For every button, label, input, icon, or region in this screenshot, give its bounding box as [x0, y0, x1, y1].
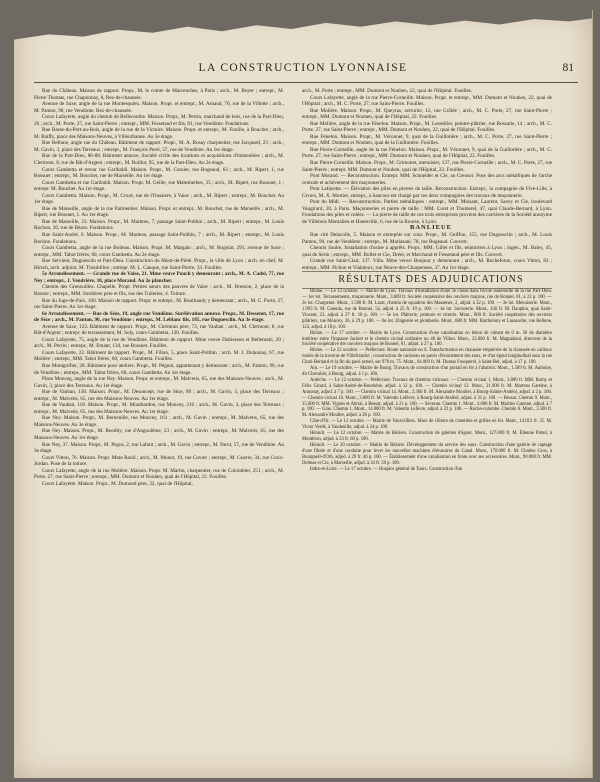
entry: Pont du Midi. — Reconstruction. Parties métalliques : entrepr., MM. Moisant, Laurent, Savey et Cie, boulevard Vaugirard, 20, à Paris. Maçonneries et pierre de taille : MM. Curet et Thumerel, 47, quai Claude-Bernard, à Lyon. Fondations des piles et culées. — La pierre de taille de ces trois entreprises provient des carrières de la Société anonyme de Villebois Montalieu et Hauteville, 6, rue de la Bourse, à Lyon. — [302, 199, 552, 225]
adjudication-entry: Côte-d'Or. — Le 12 octobre. — Mairie de Vauxvilliers. Murs de clôture de cimetière et grilles en fer. Mont., 14.012 fr. 35. M. Victor Verdé, à Vaudenille, adjud. à 24 p. 100. — [302, 419, 552, 431]
header-rule — [34, 82, 578, 83]
right-column — [302, 88, 552, 770]
entry: Rue Montgolfier, 28. Bâtiment pour ateliers. Propr., M. Pégout, appartenant y demeurant ; arch., M. Panton, 90, rue de Vendôme ; entrepr., MM. Tabot frères, 60, cours Gambetta. Au 1er étage. — [34, 362, 284, 376]
entry: Rue du Juge-de-Paix, 100. Maison de rapport. Propr. et entrepr., M. Bourbaudy y demeurant ; arch., M. C. Porte, 27, rue Saint-Pierre. Au 1er étage. — [34, 297, 284, 311]
entry: Cours Gambetta et retour rue Garibaldi. Maison. Propr., M. Cussier, rue Bugeaud, 63 ; arch., M. Ripert, 1, rue Bossuet ; entrepr., M. Bouchet, rue de Marseille. Au 1er étage. — [34, 166, 284, 180]
left-column — [34, 88, 284, 770]
adjudication-entry: Rhône. — Le 17 octobre. — Mairie de Lyon. Construction d'une canalisation en béton de ciment de 0 m. 50 de diamètre intérieur entre l'impasse Jacinet et le chemin vicinal ordinaire no 48 de Villon. Mont., 23.000 fr. M. Magnaboni, directeur de la Société coopérative des ouvriers maçons de Bonnel, 81, adjud. à 27 p. 100. — [302, 330, 552, 348]
entry: Rue cité Delacolle, 5. Maison et entrepôts sur cour. Propr., M. Geiffon, 155, rue Duguesclin ; arch., M. Louis Panton, 90, rue de Vendôme ; entrepr., M. Mariasani, 78, rue Bugeaud. Couvert. — [302, 232, 552, 245]
entry: Chemin Saulte, Installation d'usine à apprêts. Propr., MM. Gillet et fils, teinturiers à Lyon ; ingén., M. Baley, 45, quai de Serin ; entrepr., MM. Bollet et Cie, Dréel, et Marchand et Fessetaud père et fils. Couvert. — [302, 245, 552, 258]
entry: Rue de Vauban, 130. Maison. Propr., M. Desoncept, rue de Sèze, 89 ; arch., M. Gavin, 3, place des Terreaux ; entrepr., M. Malvetis, 65, rue des Maisons-Neuves. Au 1er étage. — [34, 389, 284, 402]
adjudication-entry: Indre-et-Loire. — Le 17 octobre. — Hospice général de Tours. Construction d'un — [310, 466, 463, 472]
entry: Rue de Marseille, 23. Maison. Propr., M. Martenu, 7, passage Saint-Polthin ; arch., M. Ripert ; entrepr., M. Louis Rochon, 20, rue de Béarn. Fondations. — [34, 218, 284, 232]
entry: Grande rue Saint-Clair, 137. Villa. Mme veuve Bonjour y demeurant ; arch., M. Rochefoton, cours Vitton, 83 ; entrepr., MM. Pichon et Vialatoux, rue Neuve-des-Charpennes, 37. Au 1er étage. — [302, 258, 552, 271]
entry: Cours Gambetta et rue Garibaldi. Maison. Propr. M. Geille, rue Malesherbes, 35 ; arch., M. Ripert, rue Bossuet, 1 ; entrepr. M. Bouchet. Au 1er étage. — [34, 179, 284, 193]
entry: Cours Lafayette. Maison. Propr., M. Dumond père, 22, quai de l'Hôpital, — [42, 480, 193, 487]
publication-title: LA CONSTRUCTION LYONNAISE — [198, 62, 408, 74]
arrondissement-entry: 5e Arrondissement. — Grande rue de Vaise, 21. Mme veuve Pouch y demeurant ; arch., M. A. Cadel, 77, rue Ney ; entrepr., J. Vendrière, 10, place Morand. Au 2e plancher. — [34, 271, 284, 284]
adjudication-entry: Rhône. — Le 22 octobre. — Préfecture. Route nationale no 6. Transformation en chaussée empierrée de la chaussée en cailloux roulés de la traverse de Villefranche ; construction de caniveau en pavés d'écoulement des eaux, et d'un égout longitudinal sous la rue Chari-Bernard et la fin du pavé actuel, sur 970 m. 75. Mont., 64.069 fr. M. Dumas Fouquerel, à Saint-Bel, adjud. à 17 p. 100. — [302, 348, 552, 366]
adjudication-entry: Hérault. — Le 20 octobre. — Mairie de Béziers. Développement du service des eaux. Construction d'une galerie de captage d'une filtrée et d'une conduite pour lever les nouvelles machines élévatoires du Canal. Mont., 170.000 fr. M. Charles Gros, à Bourgueil-d'Orb, adjud. à 29 fr. 40 p. 100. — Établissement d'une canalisation en fonte avec ses accessoires. Mont., 90.000 fr. MM. Delmas et Cie, à Marseille, adjud. à 34 fr. 50 p. 100. — [302, 442, 552, 466]
arrondissement-entry: 6e Arrondissement. — Rue de Sèze, 19, angle rue Vendôme. Surélévation annexe. Propr., M. Dessenet, 17, rue de Sèze ; arch., M. Panton, 90, rue Vendôme ; entrepr., M. Leblanc fils, 185, rue Duguesclin. Au 3e étage. — [34, 310, 284, 324]
entry: Rue Ney. Maison. Propr., M. Berneuille, rue Moncey, 161 ; arch., M. Gavin ; entrepr., M. Malvetis, 65, rue des Maisons-Neuves. Au 3e étage. — [34, 415, 284, 428]
entry: Rue Bellune, angle rue du Château. Bâtiment de rapport. Propr., M. A. Rosay charpentier, rue Jacquard, 23 ; arch., M. Gavin, 3, place des Terreaux ; entrepr., M. François Perel, 57, rue de Vendôme. Au 1er étage. — [34, 140, 284, 153]
newspaper-page — [14, 10, 593, 778]
entry: Rue de la Part-Dieu, 86-88. Bâtiment annexe, Société civile des locations et acquisitions d'immeubles ; arch., M. Clermont, 8, rue de Bât-d'Argent ; entrepr., M. Boillot, 95, rue de la Part-Dieu. Au 2e étage. — [34, 153, 284, 167]
adjudication-entry: Ain. — Le 19 octobre. — Mairie de Bourg. Travaux de construction d'un portail en fer à l'abattoir. Mont., 1.589 fr. M. Auboine, dit Chevalier, à Bourg, adjud. à 1 p. 100. — [302, 366, 552, 377]
entry: Rue Servient, Duguesclin et Part-Dieu. Construction du Mont-de-Piété. Propr., la ville de Lyon ; arch. en chef, M. Hirsch, arch. adjoint, M. Thoubillon ; entrepr. M. L. Canque, rue Saint-Pierre, 33. Fouilles. — [34, 258, 284, 271]
entry: Rue Saint-André, 6. Maison. Propr., M. Marteau, passage Saint-Polthin, 7 ; arch., M. Ripert ; entrepr., M. Louis Rochon. Fondations. — [34, 232, 284, 245]
section-heading-adjudications: RÉSULTATS DES ADJUDICATIONS — [302, 271, 552, 289]
entry: Rue de Marseille, angle de la rue Parmentier. Maison. Propr. et entrepr., M. Bouchet, rue de Marseille ; arch., M. Ripert, rue Bossuet, 1. Au 1er étage. — [34, 205, 284, 219]
entry: Cours Vitton, 76. Maison. Propr. Mme Rouil ; arch., M. Monot, 19, rue Cuvier ; entrepr., M. Guerre, 34, rue Croix-Jordan. Pose de la toiture. — [34, 454, 284, 468]
entry: Rue du Château. Maison de rapport. Propr., M. le comte de Marcenches, à Paris ; arch., M. Boyer ; entrepr., M. Pierre Thomas, rue Chaponnay, 8, Rez-de-chaussée. — [34, 88, 284, 101]
entry: Cours Lafayette, 75, angle de la rue de Vendôme. Bâtiment de rapport. Mme veuve Dubiesson et Bellemain, 20 ; arch., M. Perrin ; entrepr., M. Emant, 134, rue Bossuet. Fouilles. — [34, 336, 284, 350]
running-header — [14, 62, 592, 80]
entry: Pont Morand. — Reconstruction. Entrepr. MM. Schneider et Cie, au Creusot. Pose des arcs métalliques de l'arche centrale et achèvement des maçonneries. — [302, 173, 552, 186]
entry: Rue Pierre-Corneille, angle de la rue Fénelon. Maison. Propr., M. Véronnet, 9, quai de la Guillotière ; arch., M. C. Porte, 27, rue Saint-Pierre ; entrepr., MM. Dumont et Nouhen, quai de l'Hôpital, 22. Fouilles. — [302, 146, 552, 160]
entry: Place Monceg, angle de la rue Ney. Maison. Propr. et entrepr., M. Malvetis, 65, rue des Maisons-Neuves ; arch., M. Gavin, 3, place des Terreaux. Au 1er étage. — [34, 376, 284, 389]
page-number: 81 — [562, 62, 574, 74]
entry: Rue de Vauban, 118. Maison. Propr., M. Moutbardon, rue Moncey, 216 ; arch., M. Gavin, 3, place des Terreaux ; entrepr., M. Malvetis, 65, rue des Maisons-Neuves. Au 1er étage. — [34, 402, 284, 415]
entry: Rue Pierre-Corneille. Maison. Propr., M. Grimonet, menuisier, 137, rue Pierre-Corneille ; arch., M. C. Porte, 27, rue Saint-Pierre ; entrepr. MM. Dumont et Nouhen, quai de l'Hôpital, 22. Fouilles. — [302, 160, 552, 173]
entry: Cours Gambetta, angle de la rue Boileau. Maison. Propr. M. Margain ; arch., M. Rogniat, 291, avenue de Saxe ; entrepr., MM. Tabot frères, 60, cours Gambetta. Au 2e étage. — [34, 245, 284, 258]
entry: Chemin des Grenouilles. Chapelle. Propr. Petites sœurs des pauvres de Vaise ; arch., M. Bresson, 2, place de la Bourse ; entrepr., MM. Sordières père et fils, rue des Tuileries, 4. Toiture. — [34, 284, 284, 297]
adjudication-entry: Rhône. — Le 12 octobre. — Mairie de Lyon. Travaux d'installation d'une 3e classe dans l'école maternelle de la rue Part-Dieu. — 1er lot. Terrassements, maçonnerie. Mont., 3.609 fr. Société coopérative des ouvriers maçons, rue de Bonnel, 81, à 22 p. 100. — 2e lot. Charpente. Mont., 1.590 fr. M. Larat, chemin de squadron des Massenes, 2, adjud. à 32 p. 100. — 3e lot. Menuiserie. Mont., 1.993 fr. M. Guenda, rue de Bonnel, 54, adjud. à 25 fr. 19 p. 100. — 4e lot. Serrurerie. Mont., 436 fr. M. Dauphin, quai Saint-Vincent, 23, adjud. à 27 fr. 10 p. 100. — 5e lot. Plâtrerie, peinture et vitrerie. Mont., 900 fr. Société coopérative des ouvriers plâtriers, rue Moncey, 26, à 29 p. 100. — 6e lot. Zinguerie et plomberie. Mont., 680 fr. MM. Bartholony et Lassauche, rue Bellune, 123, adjud. à 18 p. 100. — [302, 289, 552, 330]
entry: Rue Fénelon. Maison. Propr., M. Véronnet, 9, quai de la Guillotière ; arch., M. C. Porte, 27, rue Saint-Pierre ; entrepr., MM. Dumont et Nouhen, quai de la Guillotière. Fouilles. — [302, 133, 552, 147]
entry: Rue Ney, 37. Maison. Propr., M. Pegos, 2, rue Lafont ; arch., M. Gavin ; entrepr., M. Parot, 57, rue de Vendôme. Au 3e étage. — [34, 441, 284, 455]
entry: Cours Lafayette, 22. Bâtiment de rapport. Propr., M. Filion, 5, place Saint-Polthin ; arch. M. J. Dulaunay, 67, rue Molière ; entrepr., MM. Tabot frères, 60, cours Gambetta. Fouilles. — [34, 349, 284, 363]
entry: Rue Ney. Maison. Propr., M. Reodity, rue d'Angoulême, 23 ; arch., M. Gavin ; entrepr., M. Malvetis, 65, rue des Maisons-Neuves. Au 1er étage. — [34, 428, 284, 441]
entry: Pont Lafayette. — Élévation des piles en pierres de taille. Reconstruction. Entrepr., la compagnie de Five-Lille, à Givors, M. X. Mortier, entrepr., à Saucour est chargé par ces deux compagnies des travaux de maçonnerie. — [302, 186, 552, 199]
entry: Cours Lafayette, angle du chemin de Bellecombe. Maison. Propr., M. Perrin, marchand de bois, rue de la Part-Dieu, 26 ; arch., M. Porte, 27, rue Saint-Pierre ; entrepr., MM. Fessetaud et fils, 81, rue Vendôme. Fondations. — [34, 114, 284, 127]
section-heading-banlieue: BANLIEUE — [410, 224, 452, 232]
entry: Rue Molière, angle de la rue Fénelon. Maison. Propr., M. Lessellier, peintre-plâtrier, rue Rossarie, 14 ; arch., M. C. Porte, 27, rue Saint-Pierre ; entrepr., MM. Dumont et Nouhen, 22, quai de l'Hôpital. Fouilles. — [302, 120, 552, 134]
entry: Cours Lafayette, angle de la rue Molière. Maison. Propr. M. Martin, charpentier, rue de Colombier, 251 ; arch., M. Porte, 27, rue Saint-Pierre ; entrepr., MM. Dumont et Nouhen, quai de l'Hôpital, 22. Fouilles. — [34, 467, 284, 481]
entry: Cours Gambetta. Maison. Propr., M. Crozé, rue de l'Oussiere, à Vaise ; arch., M. Ripert ; entrepr., M. Bouchet. Au 1er étage. — [34, 192, 284, 206]
entry: Cours Lafayette, angle de la rue Pierre-Corneille. Maison. Propr. et entrepr., MM. Dumont et Nouhen, 22, quai de l'Hôpital ; arch., M. C. Porte, 27, rue Saint-Pierre. Fouilles. — [302, 94, 552, 108]
entry: Avenue de Saxe, 123. Bâtiment de rapport. Propr., M. Clermont père, 73, rue Vauban ; arch., M. Clermont, 8, rue Bât-d'Argent ; entrepr. de terrassement, M. Soly, cours Gambetta, 130. Fouilles. — [34, 323, 284, 337]
entry: Avenue de Saxe, angle de la rue Montesquieu. Maison. Propr. et entrepr., M. Arnaud, 70, rue de la Villette ; arch., M. Panton, 90, rue Vendôme. Rez-de-chaussée. — [34, 101, 284, 114]
entry: arch., M. Porte ; entrepr., MM. Dumont et Nouhen, 22, quai de l'Hôpital. Fouilles. — [302, 88, 473, 94]
torn-page-edge — [14, 10, 592, 48]
entry: Rue Molière. Maison. Propr., M. Queyras, serrurier, 12, rue Grôlée ; arch., M. C. Porte, 27, rue Saint-Pierre ; entrepr., MM. Dumont et Nouhen, quai de l'Hôpital, 22. Fouilles. — [302, 107, 552, 121]
entry: Rue Basse-du-Port-au-Bois, angle de la rue de la Victoire. Maison. Propr. et entrepr., M. Fouille, à Bouchet ; arch., M. Baiffy, place des Maisons-Neuves, à Villeurbanne. Au 3e étage. — [34, 127, 284, 140]
adjudication-entry: Ardèche. — Le 12 octobre. — Préfecture. Travaux de chemins vicinaux. — Chemin vicinal 1, Mont., 3.800 fr. MM. Romy et Félix Girard, à Saint-André-de-Bourbène, adjud. à 12 p. 100. — Chemin vicinal 12. Mont., 21.000 fr. M. Martens Gareine, à Annonay, adjud. à 7 p. 100. — Chemin vicinal 14. Mont., 2.300 fr. M. Alexandre Moulier, à Bourg-Sainte-Andéol, adjud. à 2 p. 100. — Chemin vicinal 16. Mont., 3.000 fr. M. Valentin Lefèvre, à Bourg-Saint-Andéol, adjud. à 31 p. 100. — Bessat. Chemin 9. Mont., 15.000 fr. MM. Vignes et Abrial, à Bessat, adjud. à 21 p. 100. — Séveran. Chemin 1. Mont., 4.000 fr. M. Martins Gareine, adjud. à 7 p. 100. — Gras. Chemin 1. Mont., 14.000 fr. M. Valentin Lefèvre, adjud. à 22 p. 100. — Roche-colombe. Chemin 6. Mont., 3.500 fr. M. Alexandre Moulier, adjud. à 26 p. 100. — [302, 377, 552, 419]
adjudication-entry: Hérault. — Le 12 octobre. — Mairie de Béziers. Construction de galeries d'égout. Mont., 127.009 fr. M. Étienne Partel, à Montbrun, adjud. à 23 fr. 60 p. 100. — [302, 431, 552, 442]
